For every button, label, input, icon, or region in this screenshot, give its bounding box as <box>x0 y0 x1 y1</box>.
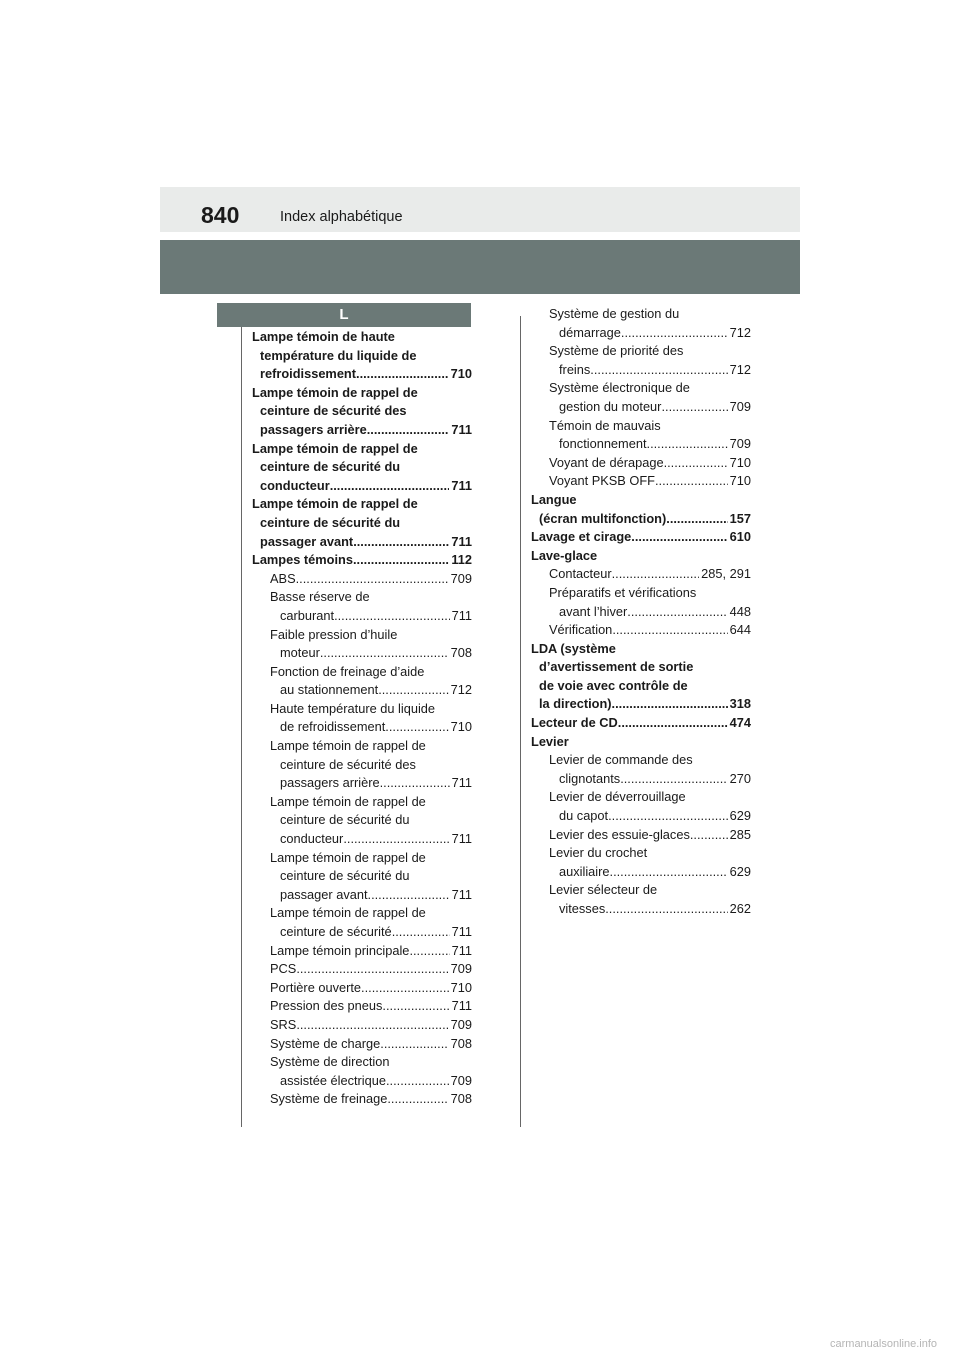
index-entry-page: 709 <box>729 398 751 414</box>
index-entry-page: 270 <box>729 770 751 786</box>
dot-leader <box>612 621 727 640</box>
index-entry <box>531 733 751 752</box>
right-column-rule <box>520 316 521 1127</box>
page-number: 840 <box>201 202 240 228</box>
dot-leader <box>690 826 728 845</box>
index-entry-page: 712 <box>729 324 751 340</box>
index-entry-page: 708 <box>450 1035 472 1051</box>
index-entry <box>531 770 751 789</box>
index-entry <box>531 510 751 529</box>
index-entry <box>531 826 751 845</box>
index-entry-page: 474 <box>729 715 751 731</box>
index-entry-term: conducteur <box>260 477 330 493</box>
index-entry-term: ceinture de sécurité <box>280 924 392 939</box>
index-entry-term: moteur <box>280 645 320 661</box>
index-entry <box>531 640 751 659</box>
index-entry-page: 710 <box>450 719 472 735</box>
index-entry-page: 112 <box>451 552 472 568</box>
index-entry <box>531 881 751 900</box>
index-entry-term: Lampe témoin de rappel de <box>270 738 426 754</box>
index-entry <box>531 435 751 454</box>
index-entry <box>252 756 472 775</box>
index-entry <box>252 867 472 886</box>
index-entry-page: 644 <box>729 622 751 638</box>
index-entry-page: 709 <box>450 961 472 977</box>
dot-leader <box>330 477 450 496</box>
index-entry <box>252 774 472 793</box>
watermark: carmanualsonline.info <box>830 1338 938 1350</box>
index-entry <box>252 328 472 347</box>
index-entry <box>252 402 472 421</box>
index-column-left <box>252 328 472 1109</box>
index-entry-term: Lampe témoin de rappel de <box>270 849 426 865</box>
index-entry-term: Lampe témoin de haute <box>252 329 395 344</box>
index-entry-page: 708 <box>450 1091 472 1107</box>
dot-leader <box>296 960 448 979</box>
index-entry-term: Lampe témoin de rappel de <box>252 440 418 456</box>
index-entry <box>531 900 751 919</box>
index-entry <box>531 751 751 770</box>
index-entry-term: avant l’hiver <box>559 603 628 619</box>
dot-leader <box>386 1072 449 1091</box>
dot-leader <box>392 923 450 942</box>
dot-leader <box>296 570 449 589</box>
index-entry-page: 711 <box>451 533 472 549</box>
index-entry-term: de refroidissement <box>280 719 386 735</box>
dot-leader <box>647 435 728 454</box>
index-entry <box>531 584 751 603</box>
index-entry-page: 708 <box>450 645 472 661</box>
index-entry-term: ceinture de sécurité du <box>260 459 401 475</box>
index-entry <box>531 398 751 417</box>
index-entry-page: 711 <box>451 831 472 847</box>
index-entry-page: 629 <box>729 863 751 879</box>
index-entry-term: Lampes témoins <box>252 552 353 568</box>
index-entry-term: freins <box>559 361 591 377</box>
index-entry-term: PCS <box>270 961 297 977</box>
index-entry-term: assistée électrique <box>280 1072 386 1088</box>
index-entry-term: la direction) <box>539 696 612 712</box>
dot-leader <box>378 681 448 700</box>
index-entry <box>531 305 751 324</box>
index-entry <box>252 681 472 700</box>
index-entry-term: Contacteur <box>549 566 612 582</box>
index-entry-term: démarrage <box>559 324 621 340</box>
index-entry <box>252 960 472 979</box>
dot-leader <box>608 807 728 826</box>
index-entry-term: Lampe témoin de rappel de <box>270 905 426 921</box>
index-entry-term: Basse réserve de <box>270 589 370 605</box>
index-entry <box>531 788 751 807</box>
dot-leader <box>380 774 450 793</box>
index-entry-term: Levier de déverrouillage <box>549 789 686 805</box>
index-entry <box>531 603 751 622</box>
index-entry-term: ABS <box>270 570 296 586</box>
dot-leader <box>655 472 728 491</box>
index-entry-page: 711 <box>451 477 472 493</box>
index-entry <box>252 458 472 477</box>
index-entry-term: Préparatifs et vérifications <box>549 584 697 600</box>
index-entry <box>531 361 751 380</box>
index-entry-term: Système de priorité des <box>549 343 684 359</box>
index-entry-page: 610 <box>729 529 751 545</box>
dot-leader <box>590 361 727 380</box>
index-entry-term: ceinture de sécurité des <box>280 756 416 772</box>
index-entry <box>252 1035 472 1054</box>
index-entry-term: Fonction de freinage d’aide <box>270 663 425 679</box>
dot-leader <box>296 1016 448 1035</box>
index-entry <box>531 472 751 491</box>
index-entry-term: Système de freinage <box>270 1091 388 1107</box>
index-entry-term: ceinture de sécurité du <box>260 514 401 530</box>
index-entry-term: Levier <box>531 733 569 749</box>
index-entry <box>252 365 472 384</box>
index-entry <box>252 1016 472 1035</box>
dot-leader <box>382 997 449 1016</box>
dot-leader <box>664 454 728 473</box>
index-entry-term: passagers arrière <box>280 775 380 791</box>
index-entry-term: Haute température du liquide <box>270 700 436 716</box>
index-entry-page: 710 <box>729 473 751 489</box>
index-entry-term: Lavage et cirage <box>531 529 632 545</box>
index-entry <box>531 714 751 733</box>
index-entry <box>252 607 472 626</box>
index-entry <box>252 811 472 830</box>
index-entry-page: 710 <box>729 454 751 470</box>
index-entry-term: Vérification <box>549 622 613 638</box>
index-entry-term: Levier des essuie-glaces <box>549 826 690 842</box>
dot-leader <box>409 942 449 961</box>
index-entry-term: passagers arrière <box>260 421 367 437</box>
dot-leader <box>356 365 449 384</box>
index-entry <box>252 1072 472 1091</box>
index-entry-page: 285, 291 <box>701 566 751 582</box>
index-entry-term: SRS <box>270 1016 297 1032</box>
index-entry <box>531 658 751 677</box>
index-entry <box>252 570 472 589</box>
dot-leader <box>605 900 727 919</box>
index-entry <box>531 547 751 566</box>
index-entry-term: au stationnement <box>280 682 379 698</box>
dot-leader <box>610 863 728 882</box>
index-entry <box>252 830 472 849</box>
index-entry <box>531 491 751 510</box>
index-entry-term: Lampe témoin de rappel de <box>270 793 426 809</box>
index-entry-term: Système de charge <box>270 1035 381 1051</box>
index-entry <box>252 1053 472 1072</box>
index-entry-term: Faible pression d’huile <box>270 626 398 642</box>
index-entry-term: gestion du moteur <box>559 398 662 414</box>
index-entry <box>531 417 751 436</box>
index-entry-term: Portière ouverte <box>270 979 362 995</box>
left-column-rule <box>241 316 242 1127</box>
index-entry-term: de voie avec contrôle de <box>539 677 688 693</box>
index-entry <box>531 863 751 882</box>
index-entry <box>252 663 472 682</box>
index-entry-term: vitesses <box>559 901 606 916</box>
index-entry-page: 709 <box>450 1016 472 1032</box>
dot-leader <box>380 1035 448 1054</box>
index-entry <box>531 454 751 473</box>
index-entry-term: LDA (système <box>531 640 616 656</box>
index-entry-term: ceinture de sécurité des <box>260 403 407 419</box>
index-entry <box>252 793 472 812</box>
index-entry <box>252 718 472 737</box>
index-entry-term: refroidissement <box>260 366 357 382</box>
index-entry-term: Système électronique de <box>549 380 690 396</box>
index-entry <box>531 565 751 584</box>
index-entry-page: 711 <box>451 607 472 623</box>
index-entry <box>252 347 472 366</box>
index-entry-page: 448 <box>729 603 751 619</box>
header-title: Index alphabétique <box>280 209 403 225</box>
section-banner <box>160 240 800 294</box>
index-entry-page: 712 <box>450 682 472 698</box>
index-entry <box>252 514 472 533</box>
index-entry-page: 711 <box>451 942 472 958</box>
dot-leader <box>353 551 449 570</box>
index-entry-term: passager avant <box>260 533 354 549</box>
index-entry-term: clignotants <box>559 770 621 786</box>
index-entry-page: 710 <box>450 979 472 995</box>
index-entry <box>252 644 472 663</box>
index-entry-page: 711 <box>451 998 472 1014</box>
index-entry-term: Pression des pneus <box>270 998 383 1014</box>
index-entry <box>252 942 472 961</box>
dot-leader <box>612 565 700 584</box>
index-entry-term: du capot <box>559 808 609 824</box>
index-entry-term: carburant <box>280 607 335 623</box>
index-entry-term: Voyant PKSB OFF <box>549 473 655 489</box>
index-entry <box>531 528 751 547</box>
index-entry <box>252 737 472 756</box>
index-entry-term: (écran multifonction) <box>539 510 667 526</box>
dot-leader <box>666 510 727 529</box>
index-entry <box>252 997 472 1016</box>
index-entry <box>531 379 751 398</box>
dot-leader <box>343 830 449 849</box>
index-entry-page: 629 <box>729 808 751 824</box>
dot-leader <box>353 533 449 552</box>
index-entry <box>531 677 751 696</box>
index-entry <box>531 324 751 343</box>
index-entry-term: d’avertissement de sortie <box>539 659 694 675</box>
index-entry <box>252 904 472 923</box>
index-entry-page: 711 <box>451 924 472 939</box>
dot-leader <box>367 421 450 440</box>
index-column-right <box>531 305 751 919</box>
index-entry <box>252 979 472 998</box>
index-entry-term: Levier du crochet <box>549 845 648 861</box>
index-entry-term: ceinture de sécurité du <box>280 868 410 884</box>
index-entry <box>252 533 472 552</box>
index-entry-page: 709 <box>729 436 751 452</box>
index-entry-page: 709 <box>450 1072 472 1088</box>
index-entry <box>531 695 751 714</box>
dot-leader <box>320 644 449 663</box>
index-entry-term: Témoin de mauvais <box>549 417 661 433</box>
index-entry-page: 711 <box>451 886 472 902</box>
index-entry-term: température du liquide de <box>260 347 417 363</box>
dot-leader <box>620 770 727 789</box>
index-entry <box>252 421 472 440</box>
index-entry-page: 318 <box>729 696 751 712</box>
dot-leader <box>661 398 727 417</box>
index-entry-page: 712 <box>729 361 751 377</box>
index-entry <box>252 440 472 459</box>
index-entry-term: Langue <box>531 491 577 507</box>
index-entry-page: 710 <box>450 366 472 382</box>
index-entry <box>252 849 472 868</box>
index-entry <box>252 495 472 514</box>
index-entry <box>531 342 751 361</box>
index-entry-term: Lecteur de CD <box>531 715 618 731</box>
dot-leader <box>368 886 450 905</box>
index-entry-page: 262 <box>729 901 751 916</box>
dot-leader <box>618 714 728 733</box>
index-entry-term: passager avant <box>280 886 368 902</box>
dot-leader <box>612 695 728 714</box>
index-entry <box>252 477 472 496</box>
dot-leader <box>621 324 728 343</box>
index-entry-term: Voyant de dérapage <box>549 454 664 470</box>
index-entry <box>531 621 751 640</box>
index-entry-term: Lampe témoin principale <box>270 942 410 958</box>
index-entry <box>252 1090 472 1109</box>
index-entry-term: auxiliaire <box>559 863 610 879</box>
index-entry <box>531 844 751 863</box>
index-entry <box>252 384 472 403</box>
index-entry <box>252 923 472 942</box>
index-entry <box>531 807 751 826</box>
index-entry-page: 709 <box>450 570 472 586</box>
index-entry <box>252 700 472 719</box>
index-entry-term: Levier sélecteur de <box>549 882 658 898</box>
index-entry-page: 157 <box>729 510 751 526</box>
index-entry-page: 711 <box>451 421 472 437</box>
index-entry-page: 285 <box>729 826 751 842</box>
dot-leader <box>387 1090 448 1109</box>
index-entry-term: Système de direction <box>270 1054 390 1070</box>
index-entry-term: Levier de commande des <box>549 752 693 768</box>
index-entry-term: fonctionnement <box>559 436 647 452</box>
header-bar <box>160 187 800 232</box>
dot-leader <box>361 979 449 998</box>
dot-leader <box>631 528 727 547</box>
section-letter-heading: L <box>217 303 471 327</box>
dot-leader <box>334 607 450 626</box>
index-entry <box>252 886 472 905</box>
index-entry <box>252 626 472 645</box>
index-entry-term: Lave-glace <box>531 547 598 563</box>
index-entry <box>252 588 472 607</box>
index-entry <box>252 551 472 570</box>
dot-leader <box>385 718 448 737</box>
index-entry-term: Lampe témoin de rappel de <box>252 384 418 400</box>
index-entry-term: ceinture de sécurité du <box>280 812 410 828</box>
index-entry-page: 711 <box>451 775 472 791</box>
index-entry-term: Système de gestion du <box>549 306 680 321</box>
dot-leader <box>627 603 727 622</box>
index-entry-term: Lampe témoin de rappel de <box>252 496 418 512</box>
index-entry-term: conducteur <box>280 831 344 847</box>
